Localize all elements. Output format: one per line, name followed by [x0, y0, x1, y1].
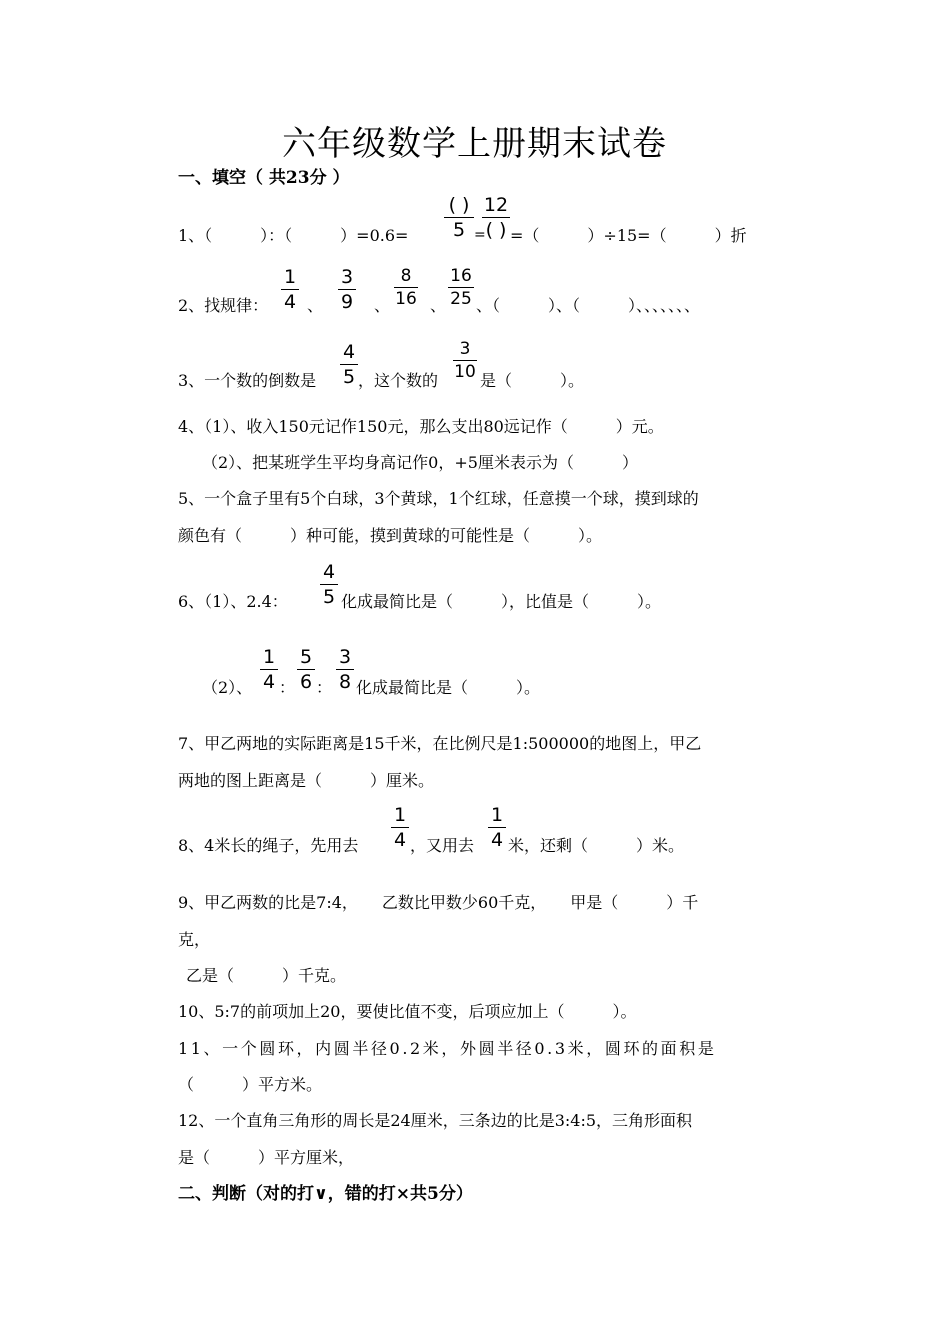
q6-tail-2: 化成最简比是（ ）。 — [356, 678, 541, 697]
q3-tail: 是（ ）。 — [480, 371, 585, 390]
q8-tail: 米，还剩（ ）米。 — [508, 836, 685, 855]
section-heading-true-false: 二、判断（对的打∨，错的打×共5分） — [178, 1184, 473, 1204]
q2-fraction-3-numerator: 8 — [400, 266, 412, 286]
q8-lead: 8、4米长的绳子，先用去 — [178, 836, 359, 855]
q1-tail: =（ ）÷15=（ ）折 — [510, 226, 747, 245]
q2-fraction-4-denominator: 25 — [450, 289, 472, 309]
q9-line-2: 克， — [178, 930, 211, 949]
q6-tail: 化成最简比是（ ），比值是（ ）。 — [341, 592, 662, 611]
q11-line-2: （ ）平方米。 — [178, 1075, 323, 1094]
q12-line-2: 是（ ）平方厘米， — [178, 1148, 355, 1167]
q8-fraction-b-numerator: 1 — [490, 804, 504, 826]
q1-equals: = — [474, 227, 486, 243]
fraction-bar — [482, 217, 510, 218]
fraction-bar — [448, 287, 474, 288]
q6-fraction-2-numerator: 5 — [299, 646, 313, 668]
q8-fraction-a — [391, 806, 409, 850]
fraction-bar — [281, 289, 299, 290]
q4-line-2: （2）、把某班学生平均身高记作0，+5厘米表示为（ ） — [202, 453, 638, 472]
q6-fraction-3-numerator: 3 — [338, 646, 352, 668]
q2-fraction-4-numerator: 16 — [450, 266, 472, 286]
q7-line-1: 7、甲乙两地的实际距离是15千米，在比例尺是1:500000的地图上，甲乙 — [178, 734, 702, 753]
q6-fraction-3-denominator: 8 — [338, 671, 352, 693]
fraction-bar — [444, 217, 474, 218]
fraction-bar — [338, 289, 356, 290]
q3-mid: ，这个数的 — [358, 371, 439, 390]
q7-line-2: 两地的图上距离是（ ）厘米。 — [178, 771, 435, 790]
fraction-bar — [391, 827, 409, 828]
q2-fraction-1 — [281, 268, 299, 312]
fraction-bar — [453, 360, 477, 361]
q6-lead-2: （2）、 — [202, 678, 253, 697]
q1-lead: 1、（ ）：（ ）=0.6= — [178, 226, 409, 245]
q9-line-3: 乙是（ ）千克。 — [186, 966, 347, 985]
q5-line-1: 5、一个盒子里有5个白球，3个黄球，1个红球，任意摸一个球，摸到球的 — [178, 489, 699, 508]
fraction-bar — [297, 669, 315, 670]
q8-fraction-a-denominator: 4 — [393, 829, 407, 851]
q3-lead: 3、一个数的倒数是 — [178, 371, 317, 390]
q1-fraction-a — [444, 196, 474, 240]
q2-fraction-4 — [448, 268, 474, 308]
q1-fraction-b-numerator: 12 — [483, 194, 509, 216]
q6-fraction-a-numerator: 4 — [322, 561, 336, 583]
q6-fraction-a-denominator: 5 — [322, 586, 336, 608]
q6-fraction-1 — [260, 648, 278, 692]
q6-lead: 6、（1）、2.4： — [178, 592, 288, 611]
q6-fraction-1-denominator: 4 — [262, 671, 276, 693]
fraction-bar — [320, 584, 338, 585]
q2-tail: 、（ ）、（ ）、、、、、、、 — [476, 296, 701, 315]
fraction-bar — [336, 669, 354, 670]
q3-fraction-a-denominator: 5 — [342, 366, 356, 388]
q8-fraction-b — [488, 806, 506, 850]
q6-fraction-2 — [297, 648, 315, 692]
q2-fraction-3-denominator: 16 — [395, 289, 417, 309]
q6-fraction-1-numerator: 1 — [262, 646, 276, 668]
q2-lead: 2、找规律： — [178, 296, 269, 315]
q1-fraction-a-numerator: ( ) — [448, 194, 470, 216]
q2-fraction-2-denominator: 9 — [340, 291, 354, 313]
q6-fraction-2-denominator: 6 — [299, 671, 313, 693]
fraction-bar — [260, 669, 278, 670]
q1-fraction-b — [482, 196, 510, 240]
q8-fraction-b-denominator: 4 — [490, 829, 504, 851]
q3-fraction-b — [453, 341, 477, 381]
q8-fraction-a-numerator: 1 — [393, 804, 407, 826]
q1-fraction-a-denominator: 5 — [452, 219, 466, 241]
q6-fraction-a — [320, 563, 338, 607]
q2-separator: 、 — [430, 296, 447, 315]
q2-fraction-3 — [394, 268, 418, 308]
q2-fraction-1-denominator: 4 — [283, 291, 297, 313]
fraction-bar — [394, 287, 418, 288]
q1-fraction-b-denominator: ( ) — [485, 219, 507, 241]
fraction-bar — [340, 364, 358, 365]
q3-fraction-b-denominator: 10 — [454, 362, 476, 382]
page-title: 六年级数学上册期末试卷 — [282, 124, 667, 164]
q3-fraction-b-numerator: 3 — [459, 339, 471, 359]
q6-fraction-3 — [336, 648, 354, 692]
q5-line-2: 颜色有（ ）种可能，摸到黄球的可能性是（ ）。 — [178, 526, 603, 545]
q8-mid: ，又用去 — [410, 836, 475, 855]
q12-line-1: 12、一个直角三角形的周长是24厘米，三条边的比是3:4:5，三角形面积 — [178, 1111, 693, 1130]
q4-line-1: 4、（1）、收入150元记作150元，那么支出80远记作（ ）元。 — [178, 417, 664, 436]
q11-line-1: 11、一个圆环，内圆半径0.2米，外圆半径0.3米，圆环的面积是 — [178, 1039, 717, 1058]
q2-fraction-1-numerator: 1 — [283, 266, 297, 288]
fraction-bar — [488, 827, 506, 828]
q6-colon: ： — [279, 678, 296, 697]
section-heading-fill-blank: 一、填空（ 共23分 ） — [178, 168, 350, 188]
q2-separator: 、 — [374, 296, 391, 315]
q2-fraction-2-numerator: 3 — [340, 266, 354, 288]
q9-line-1: 9、甲乙两数的比是7:4， 乙数比甲数少60千克， 甲是（ ）千 — [178, 893, 699, 912]
q3-fraction-a — [340, 343, 358, 387]
q10-line-1: 10、5:7的前项加上20，要使比值不变，后项应加上（ ）。 — [178, 1002, 637, 1021]
q2-separator: 、 — [307, 296, 324, 315]
q3-fraction-a-numerator: 4 — [342, 341, 356, 363]
q6-colon: ： — [316, 678, 333, 697]
q2-fraction-2 — [338, 268, 356, 312]
